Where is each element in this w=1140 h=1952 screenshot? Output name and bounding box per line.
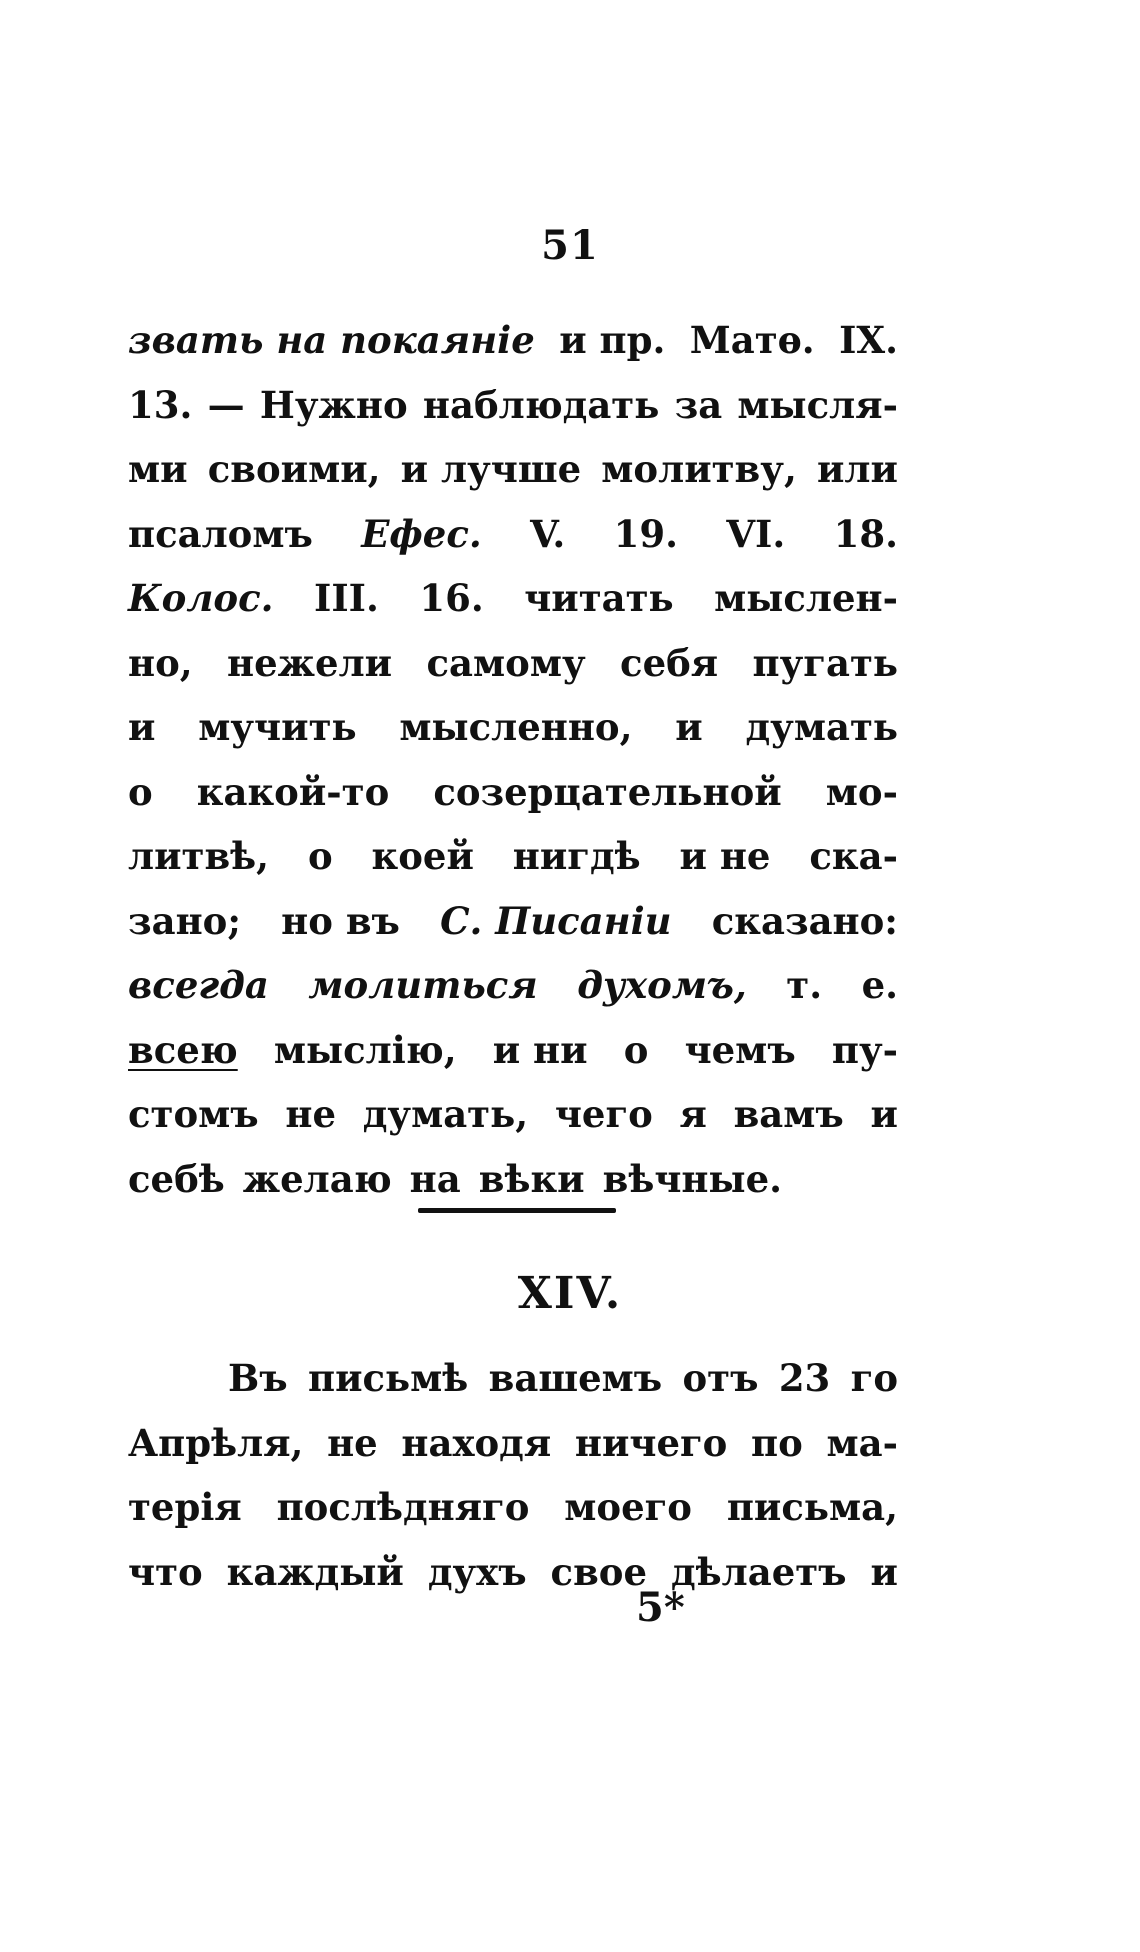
word: зано;	[128, 898, 242, 943]
word: письмѣ	[307, 1356, 469, 1400]
word: терія	[128, 1485, 242, 1529]
word: и лучше	[400, 447, 582, 491]
word: С. Писаніи	[440, 898, 672, 943]
word: VI.	[726, 511, 786, 556]
word: созерцательной	[433, 769, 782, 814]
word: го	[850, 1356, 898, 1400]
word: псаломъ	[128, 511, 313, 556]
word: мысленно,	[399, 705, 633, 749]
section-divider-rule	[418, 1208, 616, 1213]
word: и пр.	[559, 318, 666, 362]
word: 16.	[419, 576, 484, 620]
word: 13.	[128, 382, 193, 427]
main-paragraph	[128, 308, 898, 1211]
word: духомъ,	[577, 963, 747, 1007]
word: Нужно	[259, 382, 408, 427]
text-line	[128, 308, 898, 373]
word: вамъ	[733, 1092, 844, 1136]
page-number: 51	[541, 222, 599, 269]
text-line	[128, 695, 898, 760]
word: находя	[401, 1420, 552, 1465]
word: е.	[861, 963, 898, 1007]
word: и	[675, 705, 703, 749]
word: ска-	[809, 834, 898, 878]
word: 23	[778, 1356, 831, 1400]
word: не	[327, 1420, 378, 1465]
word: пу-	[831, 1027, 898, 1072]
word: и	[870, 1549, 898, 1594]
word: о	[128, 769, 153, 814]
word: стомъ	[128, 1092, 259, 1136]
word: пугать	[752, 640, 898, 685]
text-line	[128, 437, 898, 502]
word: думать,	[362, 1092, 529, 1136]
word: на	[409, 1156, 461, 1201]
text-line	[128, 760, 898, 825]
word: коей	[371, 834, 474, 878]
word: и не	[679, 834, 771, 878]
text-line	[128, 631, 898, 696]
word: Матѳ.	[689, 318, 815, 362]
word: но,	[128, 640, 193, 685]
text-line	[128, 566, 898, 631]
word: отъ	[682, 1356, 759, 1400]
word: V.	[530, 511, 566, 556]
word: каждый	[226, 1549, 404, 1594]
word: Въ	[228, 1356, 288, 1400]
word: нежели	[227, 640, 393, 685]
text-line	[128, 1082, 898, 1147]
word: литвѣ,	[128, 834, 270, 878]
text-line	[128, 1475, 898, 1540]
word: послѣдняго	[276, 1485, 530, 1529]
word: 19.	[613, 511, 678, 556]
word: 18.	[833, 511, 898, 556]
catchword-signature: 5*	[636, 1584, 685, 1631]
word: молиться	[308, 963, 538, 1007]
word: —	[207, 382, 245, 427]
word: и	[128, 705, 156, 749]
word: вашемъ	[488, 1356, 663, 1400]
word: мо-	[825, 769, 898, 814]
word: и	[870, 1092, 898, 1136]
text-line	[128, 953, 898, 1018]
word: чемъ	[684, 1027, 796, 1072]
word: письма,	[726, 1485, 898, 1529]
word: себѣ	[128, 1156, 225, 1201]
text-line	[128, 824, 898, 889]
word: мыслію,	[273, 1027, 457, 1072]
word: за	[674, 382, 723, 427]
word: мучить	[198, 705, 357, 749]
word: ми	[128, 447, 188, 491]
text-line	[128, 502, 898, 567]
word: мысля-	[737, 382, 898, 427]
word: или	[816, 447, 898, 491]
word: т.	[786, 963, 823, 1007]
word: что	[128, 1549, 203, 1594]
word: о	[307, 834, 333, 878]
word: я	[679, 1092, 707, 1136]
word: свое	[550, 1549, 648, 1594]
word: думать	[745, 705, 898, 749]
word: и ни	[492, 1027, 588, 1072]
text-line	[128, 1411, 898, 1476]
word: нигдѣ	[512, 834, 641, 878]
word: молитву,	[601, 447, 797, 491]
word: дѣлаетъ	[670, 1549, 847, 1594]
word: вѣки	[478, 1156, 585, 1201]
text-line	[128, 1346, 898, 1411]
word: читать	[524, 576, 674, 620]
text-line	[128, 1540, 898, 1605]
word: мыслен-	[714, 576, 898, 620]
word: по	[751, 1420, 803, 1465]
word: всею	[128, 1027, 238, 1072]
word: III.	[314, 576, 379, 620]
text-line	[128, 889, 898, 954]
word: самому	[426, 640, 586, 685]
word: какой-то	[196, 769, 390, 814]
word: звать на покаяніе	[128, 318, 535, 362]
word: моего	[564, 1485, 692, 1529]
word: ма-	[826, 1420, 898, 1465]
word: наблюдать	[422, 382, 660, 427]
section-heading: XIV.	[517, 1268, 623, 1319]
text-line	[128, 373, 898, 438]
word: вѣчные.	[602, 1156, 783, 1201]
next-paragraph	[128, 1346, 898, 1604]
word: духъ	[427, 1549, 527, 1594]
word: сказано:	[711, 898, 898, 943]
word: Колос.	[128, 576, 274, 620]
word: себя	[620, 640, 719, 685]
word: но въ	[281, 898, 400, 943]
word: Апрѣля,	[128, 1420, 304, 1465]
word: не	[285, 1092, 336, 1136]
word: Ефес.	[361, 511, 482, 556]
word: о	[623, 1027, 649, 1072]
text-line	[128, 1147, 898, 1212]
text-line	[128, 1018, 898, 1083]
word: чего	[554, 1092, 653, 1136]
word: ничего	[574, 1420, 728, 1465]
word: своими,	[207, 447, 381, 491]
word: желаю	[242, 1156, 392, 1201]
word: IX.	[839, 318, 898, 362]
word: всегда	[128, 963, 269, 1007]
